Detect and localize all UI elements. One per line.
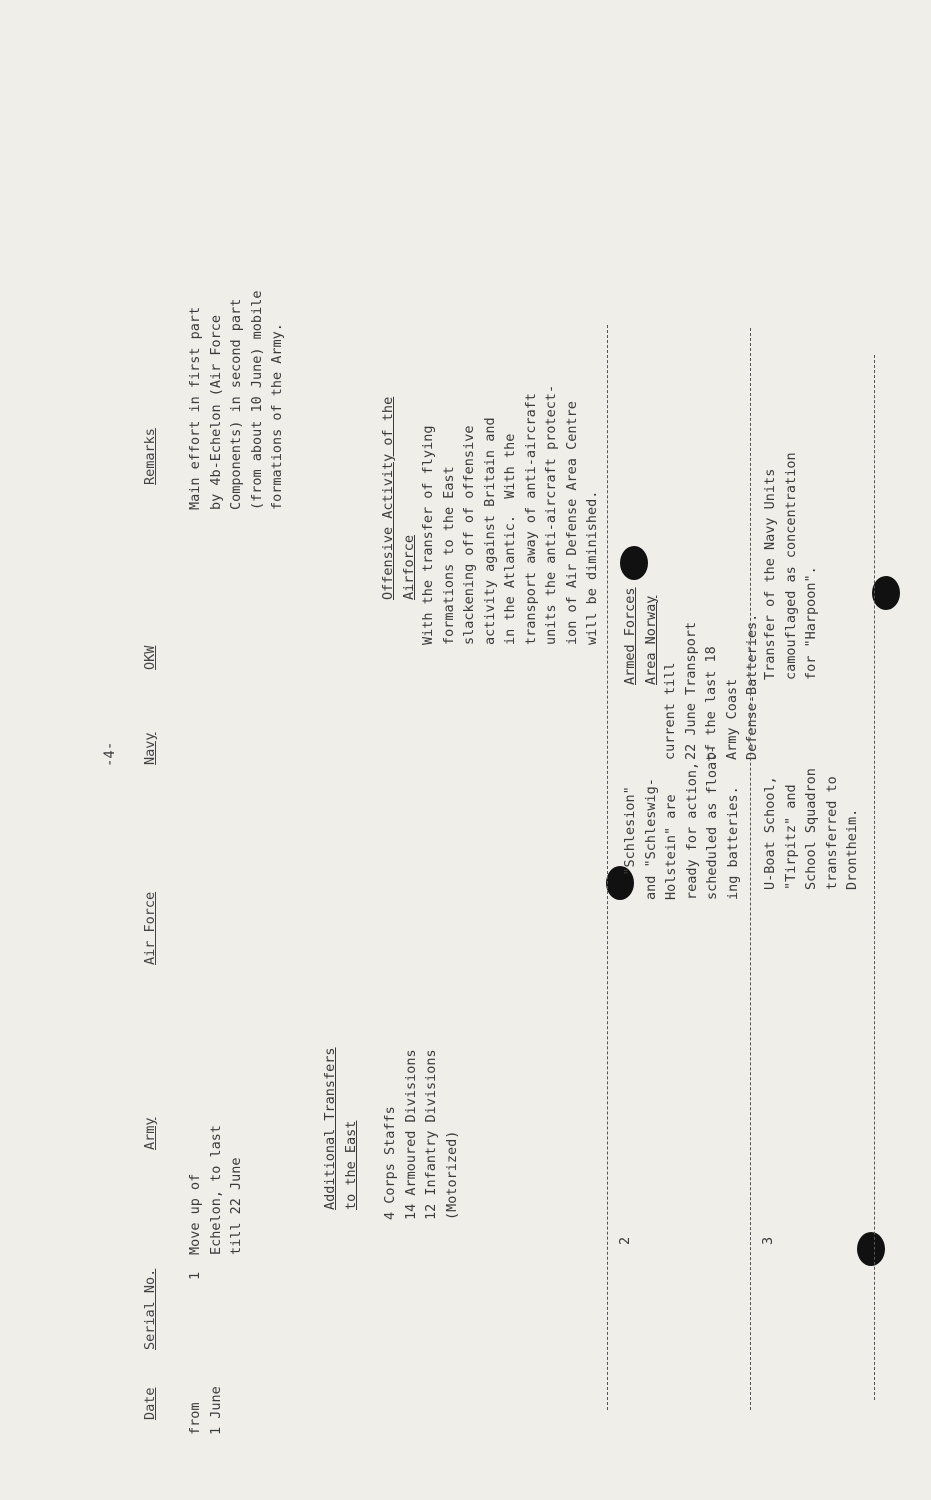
row1-army-main: Move up of Echelon, to last till 22 June bbox=[187, 1124, 244, 1255]
header-navy: Navy bbox=[142, 732, 158, 765]
header-army: Army bbox=[142, 1117, 158, 1150]
row3-remarks: Transfer of the Navy Units camouflaged as concentration for "Harpoon". bbox=[762, 452, 819, 680]
page-number: -4- bbox=[102, 741, 118, 767]
row3-serial: 3 bbox=[760, 1236, 776, 1245]
header-air-force: Air Force bbox=[142, 891, 158, 965]
row2-okw-body: current till 22 June Transport of the last 18 Army Coast Defense-Batteries. bbox=[662, 613, 760, 760]
row1-army-list: 4 Corps Staffs 14 Armoured Divisions 12 Infantry Divisions (Motorized) bbox=[382, 1049, 460, 1220]
separator-line-1 bbox=[607, 325, 608, 1410]
row1-date: from 1 June bbox=[187, 1386, 224, 1435]
row1-serial: 1 bbox=[187, 1271, 203, 1280]
row1-army-heading: Additional Transfers to the East bbox=[322, 1047, 359, 1210]
header-remarks: Remarks bbox=[142, 428, 158, 485]
row3-navy: U-Boat School, "Tirpitz" and School Squadron transferred to Drontheim. bbox=[762, 768, 860, 890]
separator-line-2 bbox=[750, 328, 751, 1410]
row2-okw-heading: Armed Forces Area Norway bbox=[622, 587, 659, 685]
row1-remarks-body: With the transfer of flying formations to the East slackening off of offensive activity against Britain and in the Atlantic. With the transport away of anti-aircraft units the anti-aircraft protect- ion of Air Defense Area Centre will be diminished. bbox=[420, 384, 600, 645]
row1-remarks-main: Main effort in first part by 4b-Echelon (Air Force Components) in second part (from about 10 June) mobile formations of the Army. bbox=[187, 290, 285, 510]
header-serial: Serial No. bbox=[142, 1268, 158, 1350]
header-okw: OKW bbox=[142, 645, 158, 670]
row2-serial: 2 bbox=[617, 1236, 633, 1245]
row2-navy: "Schlesion" and "Schleswig- Holstein" are ready for action, scheduled as float- ing batteries. bbox=[622, 745, 741, 900]
header-date: Date bbox=[142, 1387, 158, 1420]
row1-remarks-heading: Offensive Activity of the Airforce bbox=[380, 396, 417, 600]
separator-line-3 bbox=[874, 355, 875, 1400]
